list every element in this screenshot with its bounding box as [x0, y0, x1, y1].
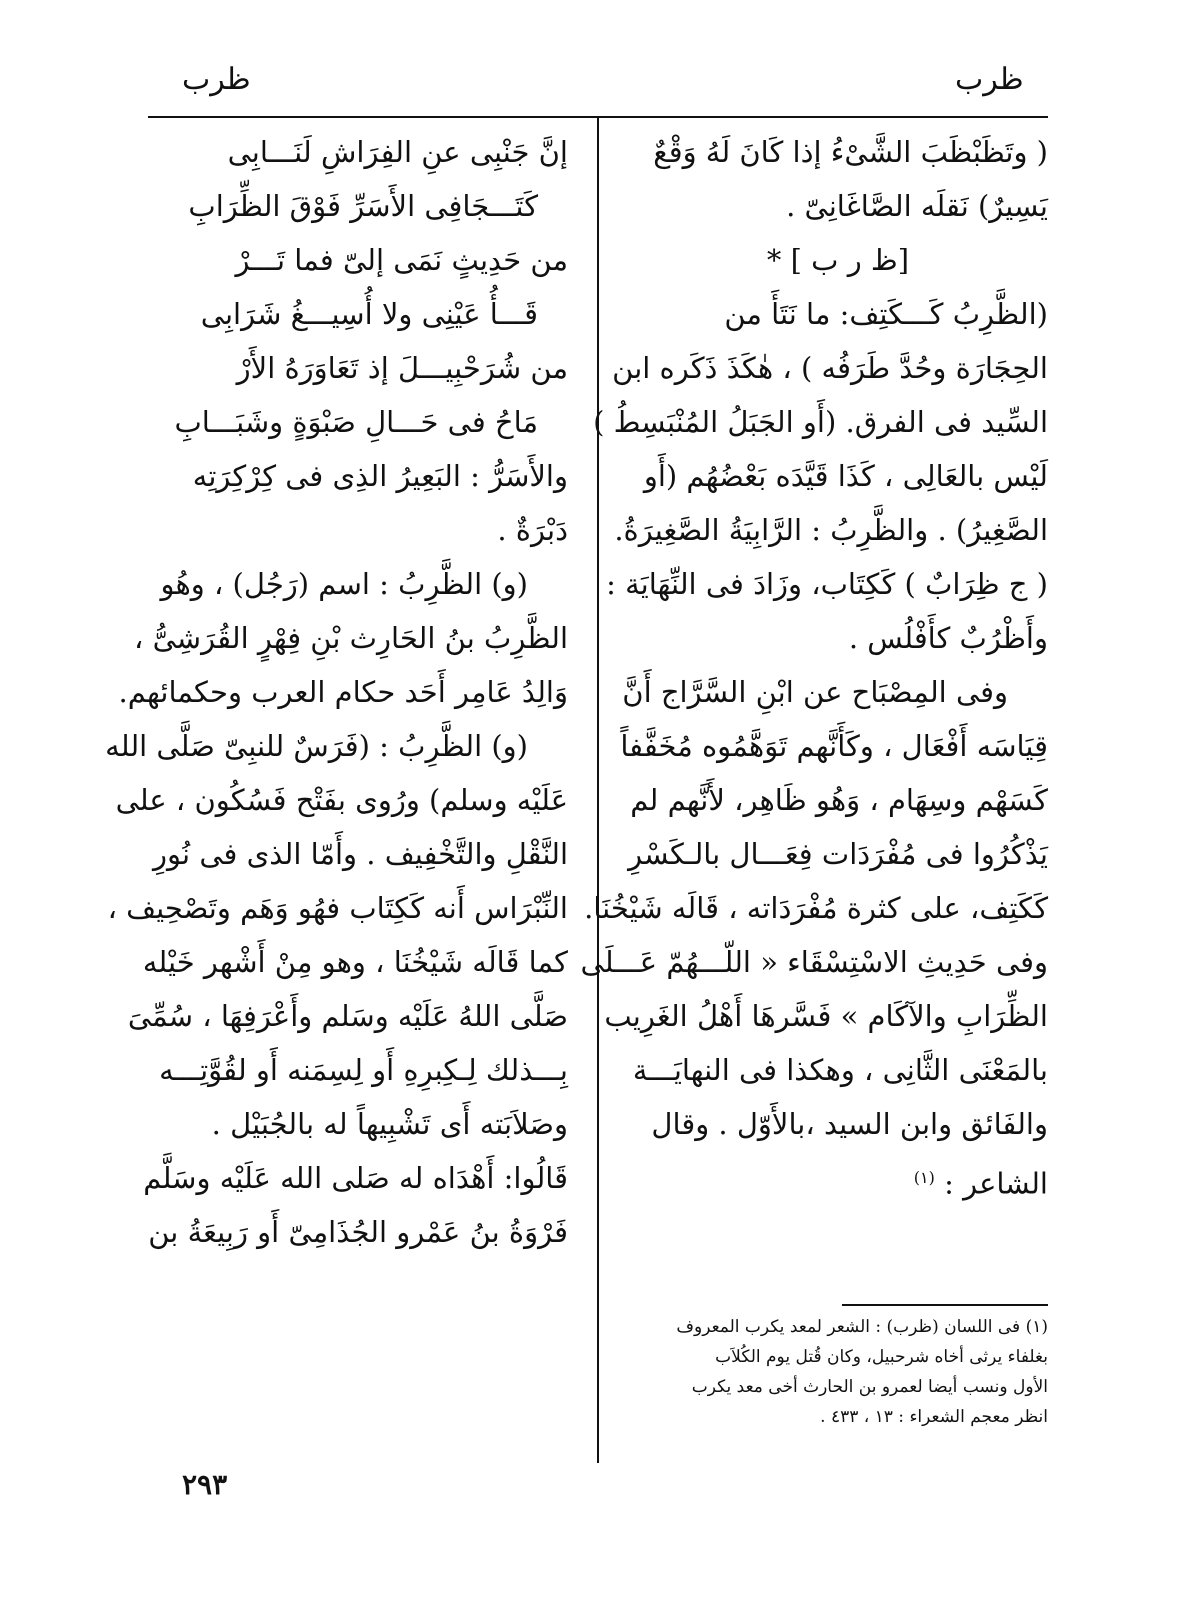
verse-line: إنَّ جَنْبِى عنِ الفِرَاشِ لَنَـــابِى: [227, 135, 568, 169]
running-head-right: ظرب: [955, 62, 1024, 97]
poet-label: الشاعر :: [944, 1166, 1048, 1201]
footnote-marker: (١): [913, 1168, 935, 1187]
text-line: وَالِدُ عَامِر أَحَد حكام العرب وحكمائهم.: [118, 675, 568, 709]
footnote-line: انظر معجم الشعراء : ١٣ ، ٤٣٣ .: [820, 1407, 1048, 1427]
footnotes: [628, 1312, 1048, 1432]
verse-line: مَاحُ فى حَـــالِ صَبْوَةٍ وشَبَـــابِ: [174, 405, 538, 439]
verse-line: كَتَـــجَافِى الأَسَرِّ فَوْقَ الظِّرَابِ: [188, 189, 538, 223]
text-line: قَالُوا: أَهْدَاه له صَلى الله عَلَيْه وسَلَّم: [143, 1161, 568, 1195]
text-line: السِّيد فى الفرق. (أَو الجَبَلُ المُنْبَسِطُ ): [593, 405, 1048, 439]
text-line: وفى المِصْبَاح عن ابْنِ السَّرَّاج أَنَّ: [622, 675, 1008, 709]
text-line: ( وتَظَبْظَبَ الشَّىْءُ إذا كَانَ لَهُ وَقْعٌ: [653, 135, 1048, 169]
column-divider: [597, 118, 599, 1463]
text-line: الظِّرَابِ والآكَام » فَسَّرهَا أَهْلُ الغَرِيب: [604, 999, 1048, 1033]
text-line: (و) الظَّرِبُ : اسم (رَجُل) ، وهُو: [160, 567, 528, 601]
verse-line: من شُرَحْبِيـــلَ إذ تَعَاوَرَهُ الأَرْ: [236, 351, 568, 385]
text-line: كَكَتِف، على كثرة مُفْرَدَاته ، قَالَه شَيْخُنَا.: [584, 891, 1048, 925]
text-line: وفى حَدِيثِ الاسْتِسْقَاء « اللّـــهُمّ عَـــلَى: [580, 945, 1048, 979]
page-number: ٢٩٣: [182, 1468, 228, 1501]
footnote-rule: [842, 1304, 1048, 1306]
text-line: [628, 1151, 1048, 1211]
footnote-line: بغلفاء يرثى أخاه شرحبيل، وكان قُتل يوم الكُلاَب: [715, 1347, 1048, 1367]
text-line: لَيْس بالعَالِى ، كَذَا قَيَّدَه بَعْضُهُم (أَو: [643, 459, 1048, 493]
footnote-line: (١) فى اللسان (ظرب) : الشعر لمعد يكرب المعروف: [676, 1317, 1048, 1337]
text-line: بِـــذلك لِـكِبرِهِ أَو لِسِمَنه أَو لقُوَّتِـــه: [159, 1053, 568, 1087]
text-line: وأَظْرُبٌ كأَفْلُس .: [848, 621, 1048, 655]
text-line: والأَسَرُّ : البَعِيرُ الذِى فى كِرْكِرَتِه: [192, 459, 568, 493]
text-line: كما قَالَه شَيْخُنَا ، وهو مِنْ أَشْهر خَيْله: [142, 945, 568, 979]
verse-line: قَـــأُ عَيْنِى ولا أُسِيـــغُ شَرَابِى: [200, 297, 538, 331]
text-line: فَرْوَةُ بنُ عَمْرو الجُذَامِىّ أَو رَبِيعَةُ بن: [148, 1215, 568, 1249]
text-line: بالمَعْنَى الثَّانِى ، وهكذا فى النهايَـــة: [632, 1053, 1048, 1087]
text-line: قِيَاسَه أَفْعَال ، وكَأَنَّهم تَوَهَّمُوه مُخَفَّفاً: [620, 729, 1048, 763]
text-line: الظَّرِبُ بنُ الحَارِث بْنِ فِهْرٍ القُرَشِىُّ ،: [134, 621, 568, 655]
text-line: الحِجَارَة وحُدَّ طَرَفُه ) ، هٰكَذَ ذَكَره ابن: [612, 351, 1048, 385]
text-line: صَلَّى اللهُ عَلَيْه وسَلم وأَعْرَفِهَا ، سُمِّىَ: [127, 999, 568, 1033]
text-line: كَسَهْم وسِهَام ، وَهُو ظَاهِر، لأَنَّهم لم: [630, 783, 1048, 817]
right-column: [580, 125, 1048, 1211]
running-head-left: ظرب: [182, 62, 251, 97]
text-line: يَسِيرٌ) نَقلَه الصَّاغَانِىّ .: [786, 189, 1048, 223]
text-line: وصَلاَبَته أَى تَشْبِيهاً له بالجُبَيْل .: [211, 1107, 568, 1141]
verse-line: من حَدِيثٍ نَمَى إلىّ فما تَـــرْ: [235, 243, 568, 277]
text-line: ( ج ظِرَابٌ ) كَكِتَاب، وزَادَ فى النِّهَايَة :: [606, 567, 1048, 601]
text-line: النِّبْرَاس أَنه كَكِتَاب فهُو وَهَم وتَصْحِيف ،: [107, 891, 568, 925]
text-line: الصَّغِيرُ) . والظَّرِبُ : الرَّابِيَةُ الصَّغِيرَةُ.: [614, 513, 1048, 547]
text-line: (الظَّرِبُ كَـــكَتِف: ما نَتَأَ من: [724, 297, 1048, 331]
left-column: [105, 125, 568, 1259]
text-line: يَذْكُرُوا فى مُفْرَدَات فِعَـــال بالـكَسْرِ: [628, 837, 1048, 871]
text-line: النَّقْلِ والتَّخْفِيف . وأَمّا الذى فى نُورِ: [153, 837, 568, 871]
text-line: والفَائق وابن السيد ،بالأَوّل . وقال: [651, 1107, 1048, 1141]
entry-heading: [ظ ر ب ] *: [766, 243, 910, 277]
text-line: عَلَيْه وسلم) ورُوى بفَتْح فَسُكُون ، على: [115, 783, 568, 817]
footnote-line: الأول ونسب أيضا لعمرو بن الحارث أخى معد يكرب: [691, 1377, 1048, 1397]
text-line: دَبْرَةٌ .: [497, 513, 568, 547]
text-line: (و) الظَّرِبُ : (فَرَسٌ للنبِىّ صَلَّى الله: [105, 729, 528, 763]
